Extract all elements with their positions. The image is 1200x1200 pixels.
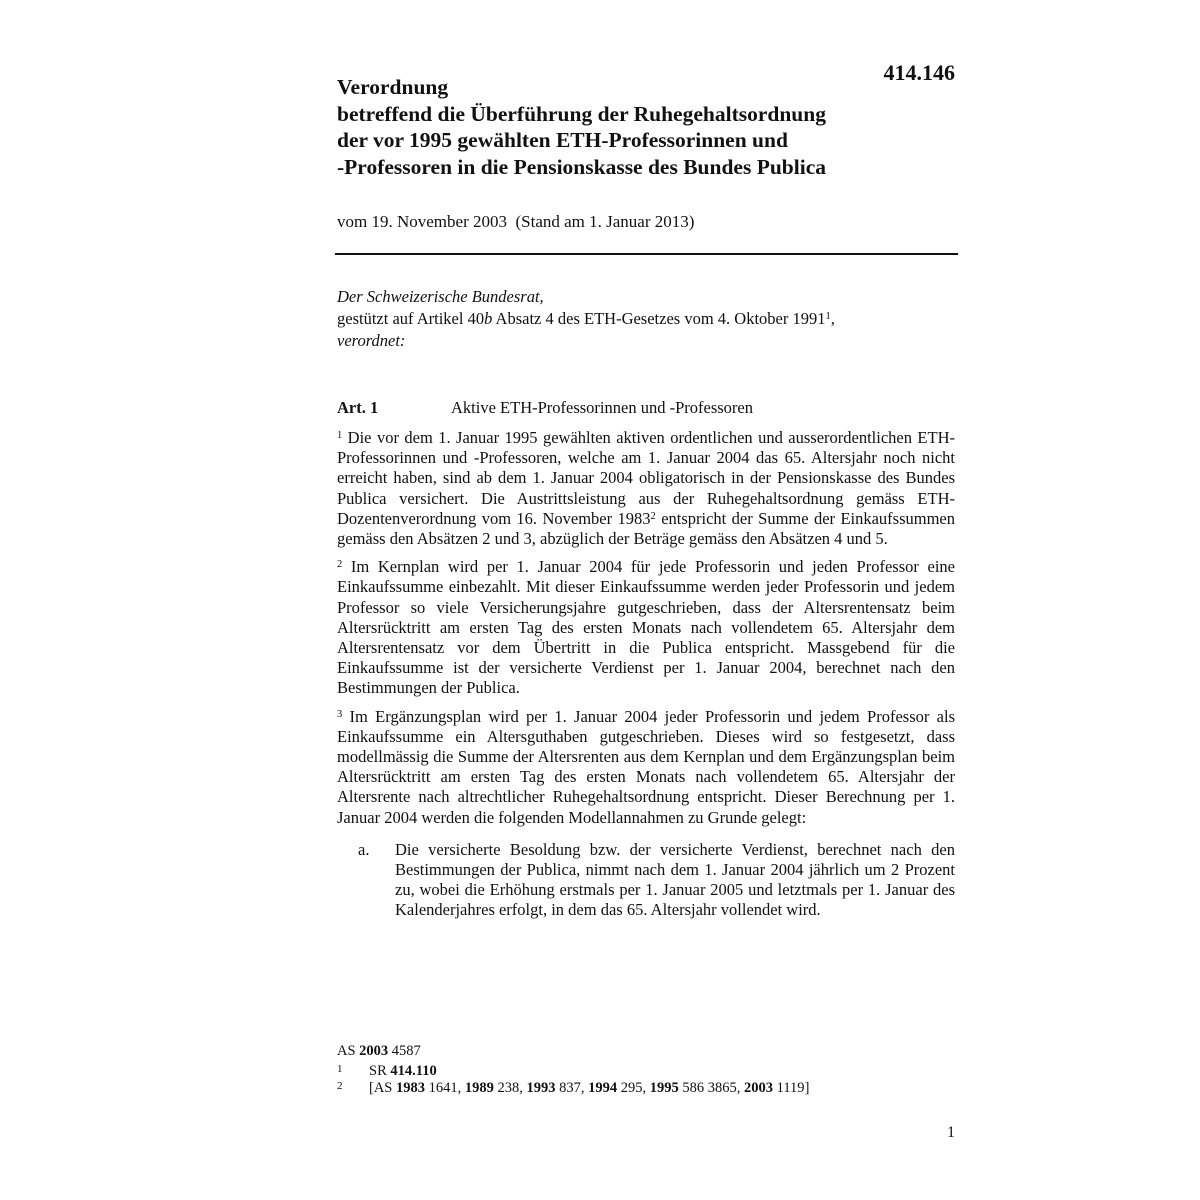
- footnote-ref-year: 1989: [464, 1080, 494, 1096]
- paragraph-text: entspricht der Summe der Einkaufssummen gemäss den Absätzen 2 und 3, abzüglich der Beträge gemäss den Absätzen 4 und 5.: [337, 508, 956, 549]
- article-title: Aktive ETH-Professorinnen und -Professoren: [451, 398, 753, 417]
- footnote-ref-pages: 586 3865,: [678, 1080, 744, 1096]
- footnote-ref-year: 2003: [744, 1080, 773, 1096]
- title-line: -Professoren in die Pensionskasse des Bundes Publica: [337, 154, 826, 179]
- preamble-legal-basis: [337, 308, 957, 330]
- footnote-ref-year: 1993: [526, 1080, 556, 1096]
- article-body: [337, 428, 955, 921]
- title-line: Verordnung: [337, 75, 449, 99]
- footnote-sr-ref: 414.110: [390, 1063, 437, 1079]
- footnote-ref-year: 1994: [588, 1080, 618, 1096]
- preamble: [337, 286, 957, 352]
- footnote-mark: 2: [337, 1080, 343, 1092]
- as-year: 2003: [359, 1043, 389, 1059]
- footnote-ref-pages: 295,: [617, 1080, 650, 1096]
- list-item-text: Die versicherte Besoldung bzw. der versicherte Verdienst, berechnet nach den Bestimmungen der Publica, nimmt nach dem 1. Januar 2004 jährlich um 2 Prozent zu, wobei die Erhöhung erstmals per 1. Januar 2005 und letztmals per 1. Januar des Kalenderjahres erfolgt, in dem das 65. Altersjahr vollendet wird.: [395, 839, 955, 920]
- footnote-close: ]: [804, 1080, 810, 1096]
- preamble-decree: verordnet:: [337, 331, 406, 350]
- article-heading: [337, 398, 957, 418]
- as-prefix: AS: [337, 1043, 360, 1059]
- footnote-ref-pages: 837,: [555, 1080, 589, 1096]
- header-divider: [335, 253, 958, 255]
- legal-basis-letter: b: [484, 309, 493, 328]
- footnote-1: [337, 1063, 437, 1080]
- title-line: betreffend die Überführung der Ruhegehaltsordnung: [337, 101, 826, 126]
- page-number: 1: [947, 1124, 955, 1141]
- list-item: [358, 839, 955, 921]
- legal-basis-text: gestützt auf Artikel 40: [337, 309, 485, 328]
- as-page: 4587: [388, 1043, 421, 1059]
- footnote-reference[interactable]: 2: [650, 510, 656, 522]
- list-item-label: a.: [358, 839, 370, 859]
- paragraph-number: 2: [337, 559, 343, 571]
- preamble-authority: Der Schweizerische Bundesrat,: [337, 287, 544, 306]
- footnote-open: [AS: [369, 1080, 396, 1096]
- paragraph-number: 1: [337, 430, 343, 441]
- official-collection-reference: [337, 1043, 421, 1060]
- article-number: Art. 1: [337, 398, 379, 417]
- footnote-2: [337, 1080, 809, 1097]
- footnote-reference[interactable]: 1: [825, 311, 831, 322]
- article-paragraph: [337, 707, 955, 828]
- document-title: [337, 74, 897, 180]
- footnote-mark: 1: [337, 1063, 343, 1075]
- paragraph-number: 3: [337, 708, 343, 720]
- footnote-ref-pages: 238,: [493, 1080, 527, 1096]
- paragraph-text: Im Ergänzungsplan wird per 1. Januar 2004 jeder Professorin und jedem Professor als Einkaufssumme ein Altersguthaben gutgeschrieben. Dieses wird so festgesetzt, dass modellmässig die Summe der Altersrenten aus dem Kernplan und dem Ergänzungsplan beim Altersrücktritt am ersten Tag des ersten Monats nach vollendetem 65. Altersjahr der Altersrente nach altrechtlicher Ruhegehaltsordnung entspricht. Dieser Berechnung per 1. Januar 2004 werden die folgenden Modellannahmen zu Grunde gelegt:: [337, 706, 955, 827]
- footnote-ref-year: 1995: [649, 1080, 679, 1096]
- article-paragraph: [337, 557, 955, 698]
- sr-number: 414.146: [883, 60, 955, 85]
- legal-basis-text: Absatz 4 des ETH-Gesetzes vom 4. Oktober 1991: [492, 309, 826, 328]
- legal-basis-text: ,: [830, 309, 835, 328]
- footnote-ref-year: 1983: [396, 1080, 425, 1096]
- title-line: der vor 1995 gewählten ETH-Professorinnen und: [337, 128, 788, 152]
- footnote-ref-pages: 1119: [773, 1080, 805, 1096]
- paragraph-text: Die vor dem 1. Januar 1995 gewählten aktiven ordentlichen und ausserordentlichen ETH-Professorinnen und -Professoren, welche am 1. Januar 2004 das 65. Altersjahr noch nicht erreicht haben, sind ab dem 1. Januar 2004 obligatorisch in der Pensionskasse des Bundes Publica versichert. Die Austrittsleistung aus der Ruhegehaltsordnung gemäss ETH-Dozentenverordnung vom 16. November 1983: [337, 428, 955, 528]
- paragraph-text: Im Kernplan wird per 1. Januar 2004 für jede Professorin und jeden Professor eine Einkaufssumme einbezahlt. Mit dieser Einkaufssumme werden jeder Professorin und jedem Professor so viele Versicherungsjahre gutgeschrieben, dass der Altersrentensatz beim Altersrücktritt am ersten Tag des ersten Monats nach vollendetem 65. Altersjahr dem Altersrentensatz vor dem Übertritt in die Publica entspricht. Massgebend für die Einkaufssumme ist der versicherte Verdienst per 1. Januar 2004, berechnet nach den Bestimmungen der Publica.: [337, 557, 955, 698]
- footnote-prefix: SR: [369, 1063, 391, 1079]
- footnote-ref-pages: 1641,: [425, 1080, 465, 1096]
- date-line: vom 19. November 2003 (Stand am 1. Januar 2013): [337, 212, 695, 231]
- article-paragraph: [337, 428, 955, 549]
